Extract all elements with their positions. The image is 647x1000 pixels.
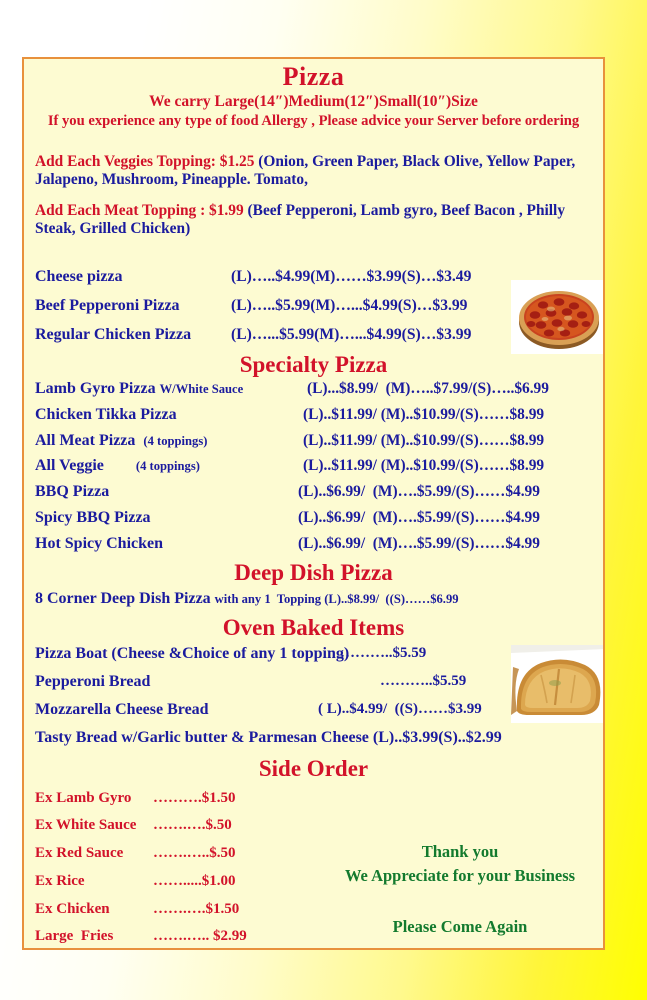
pepperoni-pizza-photo [511, 280, 605, 354]
item-name: Ex Red Sauce [35, 845, 124, 862]
veggies-topping-line [35, 153, 592, 189]
menu-row-beef-pepperoni-pizza [35, 298, 592, 315]
item-prices: (L)…...$5.99(M)…...$4.99(S)…$3.99 [231, 325, 472, 343]
menu-row-pizza-boat [35, 646, 592, 663]
item-prices: (L)…..$5.99(M)…...$4.99(S)…$3.99 [231, 297, 468, 315]
meat-topping-line [35, 202, 592, 238]
item-prices: (L)..$6.99/ (M)….$5.99/(S)……$4.99 [298, 508, 540, 526]
menu-row-spicy-bbq-pizza [35, 510, 592, 527]
item-name: Cheese pizza [35, 268, 123, 286]
item-name: Ex Rice [35, 872, 85, 889]
menu-row-bbq-pizza [35, 484, 592, 501]
menu-row-regular-chicken-pizza [35, 327, 592, 344]
item-name: BBQ Pizza [35, 483, 110, 501]
item-name: Regular Chicken Pizza [35, 325, 192, 343]
item-name: Pepperoni Bread [35, 672, 151, 690]
item-prices: …….….$1.50 [153, 900, 240, 917]
allergy-notice: If you experience any type of food Allergy , Please advice your Server before ordering [47, 113, 580, 130]
come-again-message [324, 915, 596, 939]
closing-message [324, 840, 596, 888]
item-prices: (L)...$8.99/ (M)…..$7.99/(S)…..$6.99 [307, 380, 549, 397]
side-order-heading-text: Side Order [258, 756, 369, 782]
menu-panel [22, 57, 605, 950]
section-heading-deep-dish-pizza: Deep Dish Pizza [234, 559, 393, 585]
menu-row-all-veggie-pizza [35, 458, 592, 475]
veggies-topping-list: (Onion, Green Paper, Black Olive, Yellow Paper, Jalapeno, Mushroom, Pineapple. Tomato, [35, 153, 576, 189]
item-prices: (L)..$11.99/ (M)..$10.99/(S)……$8.99 [303, 431, 545, 449]
menu-row-cheese-pizza [35, 269, 592, 286]
menu-row-tasty-bread [35, 730, 592, 747]
item-detail: with any 1 Topping (L)..$8.99/ ((S)……$6.99 [214, 591, 459, 606]
meat-topping-label: Add Each Meat Topping : $1.99 [35, 202, 244, 220]
menu-row-hot-spicy-chicken [35, 536, 592, 553]
meat-topping-list: (Beef Pepperoni, Lamb gyro, Beef Bacon , Philly Steak, Grilled Chicken) [35, 202, 566, 238]
item-prices: (L)..$11.99/ (M)..$10.99/(S)……$8.99 [303, 457, 545, 475]
item-name: Beef Pepperoni Pizza [35, 297, 180, 315]
menu-row-lamb-gyro-pizza [35, 381, 592, 398]
item-prices: ……….$1.50 [153, 789, 236, 806]
item-prices: …….….$.50 [153, 817, 232, 834]
thank-you-text: Thank you [421, 842, 499, 861]
menu-row-all-meat-pizza [35, 433, 592, 450]
side-row-ex-white-sauce [35, 818, 592, 834]
item-name: Lamb Gyro Pizza [35, 380, 160, 397]
item-name: Large Fries [35, 928, 114, 945]
item-prices: (L)..$6.99/ (M)….$5.99/(S)……$4.99 [298, 534, 540, 552]
item-prices: ………..$5.59 [340, 645, 427, 662]
item-name: Tasty Bread w/Garlic butter & Parmesan Cheese (L)..$3.99(S)..$2.99 [35, 728, 502, 746]
item-prices: …….....$1.00 [153, 872, 236, 889]
menu-row-pepperoni-bread [35, 674, 592, 691]
item-name: Pizza Boat (Cheese &Choice of any 1 topping) [35, 645, 350, 663]
item-name: Ex White Sauce [35, 817, 137, 834]
item-prices: ( L)..$4.99/ ((S)……$3.99 [318, 700, 482, 717]
veggies-topping-label: Add Each Veggies Topping: $1.25 [35, 153, 255, 171]
menu-row-mozzarella-cheese-bread [35, 702, 592, 719]
item-name: Ex Lamb Gyro [35, 789, 132, 806]
item-name: Ex Chicken [35, 900, 110, 917]
side-row-ex-lamb-gyro [35, 791, 592, 807]
item-note: (4 toppings) [143, 433, 208, 448]
appreciate-text: We Appreciate for your Business [344, 865, 576, 885]
item-note: W/White Sauce [159, 382, 244, 396]
item-prices: (L)..$6.99/ (M)….$5.99/(S)……$4.99 [298, 483, 540, 501]
item-name: 8 Corner Deep Dish Pizza [35, 589, 215, 607]
item-name: Mozzarella Cheese Bread [35, 700, 209, 718]
item-name: All Meat Pizza [35, 431, 144, 449]
come-again-text: Please Come Again [392, 917, 528, 936]
section-heading-specialty-pizza: Specialty Pizza [239, 351, 388, 377]
item-name: Hot Spicy Chicken [35, 534, 164, 552]
item-prices: (L)..$11.99/ (M)..$10.99/(S)……$8.99 [303, 405, 545, 423]
item-prices: (L)…..$4.99(M)……$3.99(S)…$3.49 [231, 268, 472, 286]
section-heading-oven-baked-items: Oven Baked Items [222, 614, 405, 640]
menu-row-8-corner-deep-dish-pizza [35, 591, 592, 608]
item-note: (4 toppings) [135, 459, 200, 474]
menu-row-chicken-tikka-pizza [35, 407, 592, 424]
calzone-bread-photo [511, 645, 605, 723]
item-name: Spicy BBQ Pizza [35, 508, 151, 526]
item-prices: …….…..$.50 [153, 845, 236, 862]
item-prices: …….….. $2.99 [153, 928, 247, 945]
item-name: All Veggie [35, 457, 136, 475]
item-name: Chicken Tikka Pizza [35, 405, 177, 423]
section-heading-side-order [35, 757, 592, 781]
item-prices: ………..$5.59 [380, 672, 467, 689]
page-title: Pizza [282, 62, 345, 91]
sizes-line: We carry Large(14″)Medium(12″)Small(10″)Size [149, 93, 478, 111]
